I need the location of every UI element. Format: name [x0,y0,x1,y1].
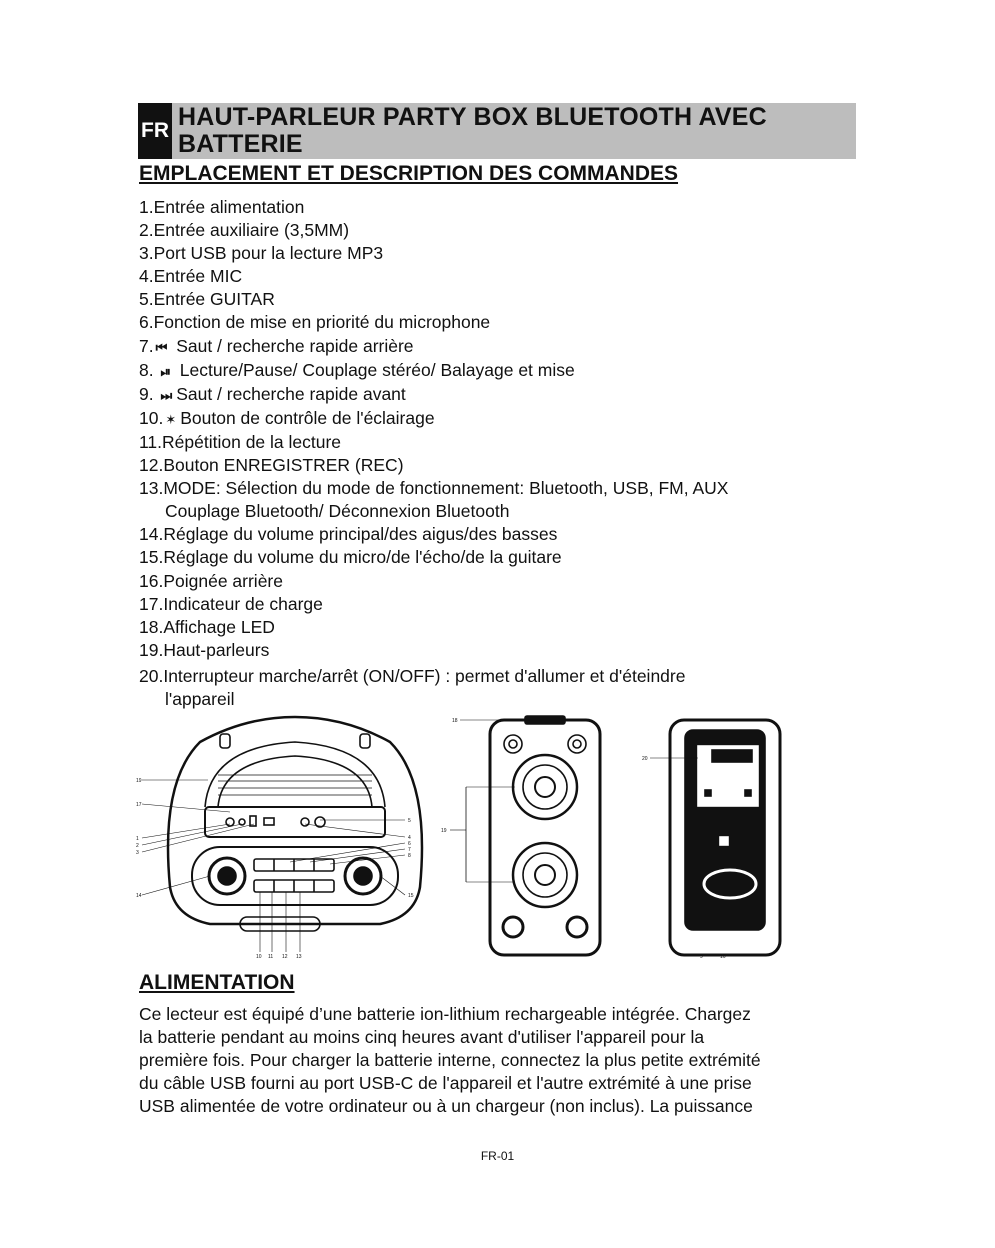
back-view-diagram [650,720,780,955]
callout-8: 8 [408,853,411,859]
list-item: 11.Répétition de la lecture [139,431,342,452]
callout-5: 5 [408,818,411,824]
callout-19b: 19 [441,828,447,834]
controls-list [139,196,839,711]
callout-3: 3 [136,850,139,856]
paragraph-line: du câble USB fourni au port USB-C de l'appareil et l'autre extrémité à une prise [139,1073,752,1093]
list-item: 3.Port USB pour la lecture MP3 [139,243,384,264]
list-item: 5.Entrée GUITAR [139,289,275,310]
speaker-diagrams [130,712,790,962]
skip-back-icon: ⏮ [155,339,168,355]
callout-2: 2 [136,843,139,849]
list-item: 18.Affichage LED [139,616,275,637]
callout-9: 9 [700,954,703,960]
list-item: 9. ⏭ Saut / recherche rapide avant [139,383,406,404]
light-icon: ✶ [165,411,177,427]
list-item: 1.Entrée alimentation [139,197,305,217]
list-item: 10. ✶ Bouton de contrôle de l'éclairage [139,407,435,428]
paragraph-line: Ce lecteur est équipé d’une batterie ion-lithium rechargeable intégrée. Chargez [139,1004,751,1024]
callout-12: 12 [282,954,288,960]
list-item: 19.Haut-parleurs [139,639,270,660]
callout-1: 1 [136,836,139,842]
callout-16: 16 [720,954,726,960]
callout-4: 4 [408,835,411,841]
callout-20: 20 [642,756,648,762]
list-item: 15.Réglage du volume du micro/de l'écho/de la guitare [139,547,562,568]
page-title: HAUT-PARLEUR PARTY BOX BLUETOOTH AVEC BATTERIE [178,103,767,158]
side-callout-numbers [441,718,458,834]
callout-11: 11 [268,954,274,960]
controls-heading: EMPLACEMENT ET DESCRIPTION DES COMMANDES [139,162,679,185]
callout-13: 13 [296,954,302,960]
callout-19: 19 [136,778,142,784]
front-view-diagram [142,717,422,952]
callout-7: 7 [408,847,411,853]
callout-15: 15 [408,893,414,899]
paragraph-line: la batterie pendant au moins cinq heures avant d'utiliser l'appareil pour la [139,1027,705,1047]
callout-10: 10 [256,954,262,960]
callout-18: 18 [452,718,458,724]
list-item: 12.Bouton ENREGISTRER (REC) [139,455,404,476]
play-pause-icon: ⏯ [160,363,171,379]
paragraph-line: USB alimentée de votre ordinateur ou à un chargeur (non inclus). La puissance [139,1096,753,1116]
list-item: 8. ⏯ Lecture/Pause/ Couplage stéréo/ Balayage et mise [139,359,575,380]
language-badge: FR [138,103,172,159]
list-item: 20.Interrupteur marche/arrêt (ON/OFF) : permet d'allumer et d'éteindre l'appareil [139,665,686,709]
list-item: 4.Entrée MIC [139,266,243,287]
skip-forward-icon: ⏭ [160,387,173,403]
list-item: 2.Entrée auxiliaire (3,5MM) [139,220,350,241]
side-view-diagram [450,716,600,955]
paragraph-line: première fois. Pour charger la batterie interne, connectez la plus petite extrémité [139,1050,761,1070]
list-item: 7. ⏮ Saut / recherche rapide arrière [139,335,414,356]
page-number: FR-01 [480,1149,515,1163]
power-heading: ALIMENTATION [139,971,295,994]
list-item: 17.Indicateur de charge [139,593,323,614]
list-item: 14.Réglage du volume principal/des aigus/des basses [139,524,558,545]
list-item: 13.MODE: Sélection du mode de fonctionnement: Bluetooth, USB, FM, AUX Couplage Bluetooth/ Déconnexion Bluetooth [139,478,729,522]
list-item: 6.Fonction de mise en priorité du microphone [139,312,491,333]
callout-17: 17 [136,802,142,808]
callout-6: 6 [408,841,411,847]
callout-14: 14 [136,893,142,899]
power-paragraph [139,1003,859,1118]
list-item: 16.Poignée arrière [139,570,283,591]
